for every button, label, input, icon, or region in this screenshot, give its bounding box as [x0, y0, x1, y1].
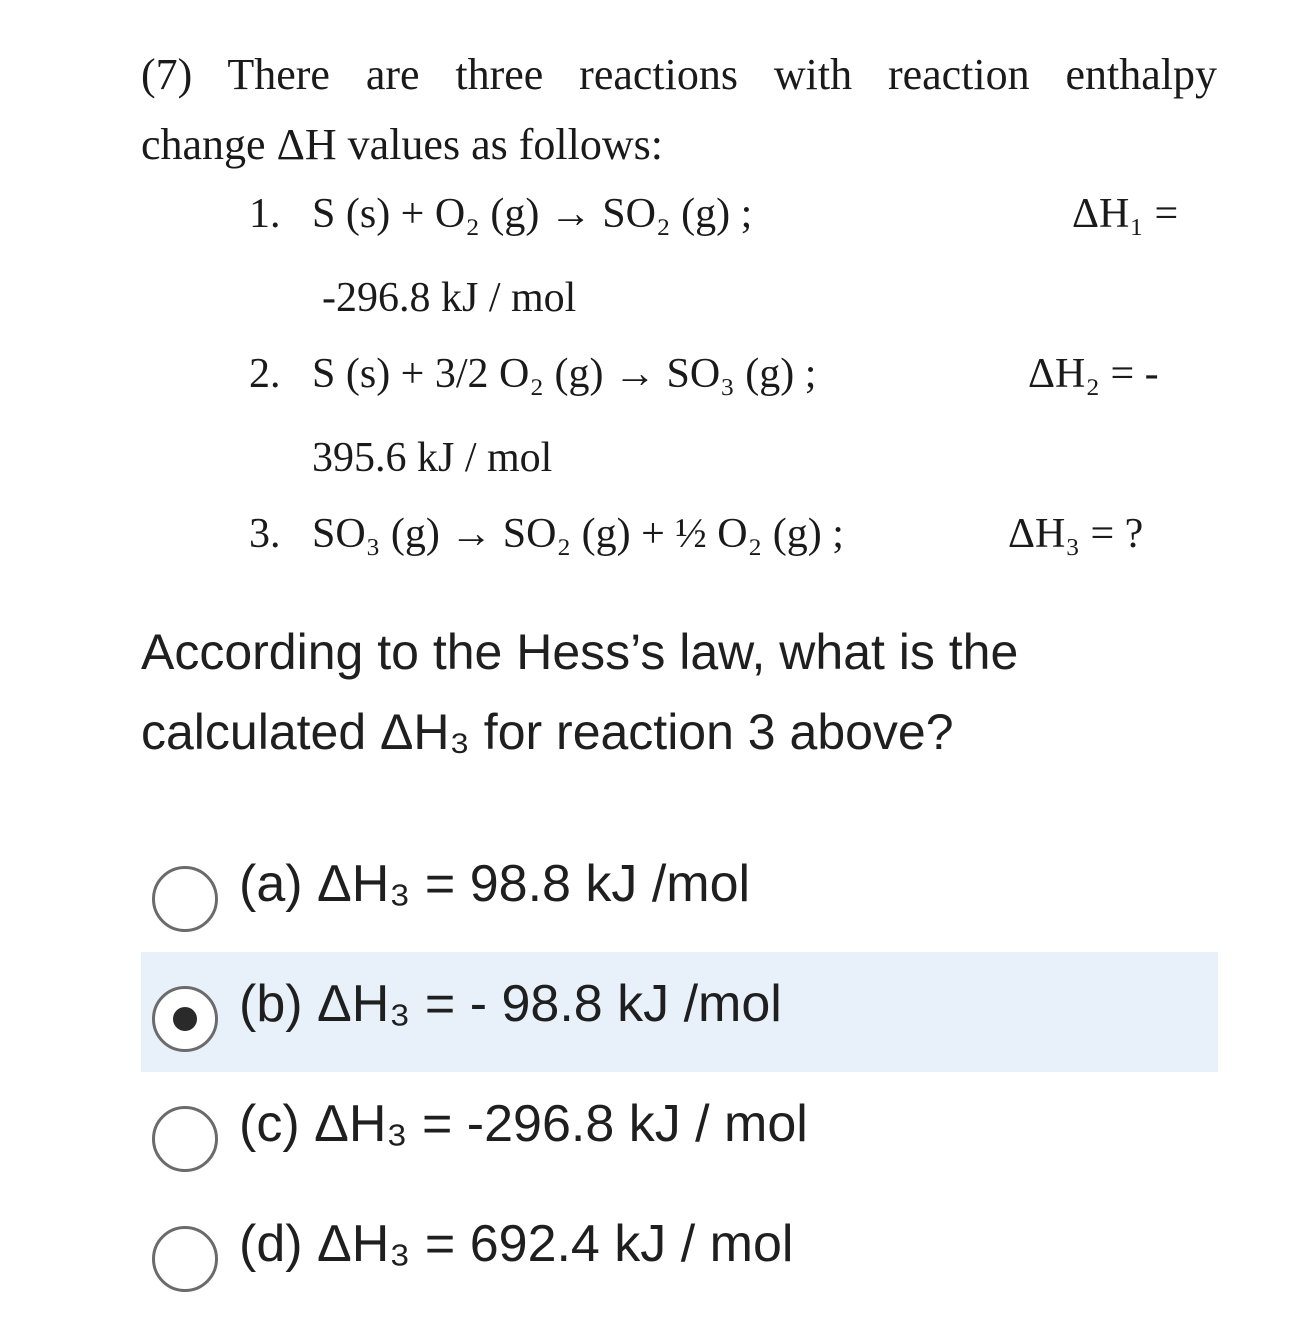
- radio-button-c[interactable]: [152, 1106, 218, 1172]
- question-prompt: [141, 612, 1221, 772]
- radio-selected-dot: [173, 1007, 197, 1031]
- reaction-1-value: -296.8 kJ / mol: [322, 275, 577, 321]
- reaction-2-equation: [312, 350, 816, 398]
- reaction-1-equation-text: S (s) + O₂ (g) → SO₂ (g) ;: [312, 191, 753, 237]
- radio-button-b[interactable]: [152, 986, 218, 1052]
- answer-option-d-label[interactable]: (d) ΔH₃ = 692.4 kJ / mol: [239, 1215, 794, 1273]
- radio-button-d[interactable]: [152, 1226, 218, 1292]
- answer-option-a-label[interactable]: (a) ΔH₃ = 98.8 kJ /mol: [239, 855, 751, 913]
- reaction-3-equation: [312, 510, 844, 558]
- question-text: [141, 40, 1217, 180]
- answer-option-b-label[interactable]: (b) ΔH₃ = - 98.8 kJ /mol: [239, 975, 782, 1033]
- prompt-line-2: calculated ΔH₃ for reaction 3 above?: [141, 704, 954, 760]
- reaction-3-equation-text: SO₃ (g) → SO₂ (g) + ½ O₂ (g) ;: [312, 511, 844, 557]
- reaction-2-dh-label: ΔH₂ = -: [1028, 351, 1159, 397]
- answer-option-c[interactable]: [141, 1072, 1218, 1192]
- reaction-3-number: 3.: [249, 511, 281, 557]
- reaction-2-value: 395.6 kJ / mol: [312, 435, 553, 481]
- reaction-1-equation: [312, 190, 752, 238]
- reaction-2-number: 2.: [249, 351, 281, 397]
- reaction-1-dh-label: ΔH₁ =: [1072, 191, 1179, 237]
- answer-option-b[interactable]: [141, 952, 1218, 1072]
- reaction-2-equation-text: S (s) + 3/2 O₂ (g) → SO₃ (g) ;: [312, 351, 817, 397]
- reaction-3-dh-label: ΔH₃ = ?: [1008, 511, 1144, 557]
- answer-option-a[interactable]: [141, 832, 1218, 952]
- reaction-1-number: 1.: [249, 191, 281, 237]
- answer-option-c-label[interactable]: (c) ΔH₃ = -296.8 kJ / mol: [239, 1095, 808, 1153]
- question-intro-line-1: (7) There are three reactions with reaction enthalpy: [141, 50, 1217, 99]
- question-intro-line-2: change ΔH values as follows:: [141, 120, 663, 169]
- prompt-line-1: According to the Hess’s law, what is the: [141, 624, 1019, 680]
- radio-button-a[interactable]: [152, 866, 218, 932]
- answer-option-d[interactable]: [141, 1192, 1218, 1312]
